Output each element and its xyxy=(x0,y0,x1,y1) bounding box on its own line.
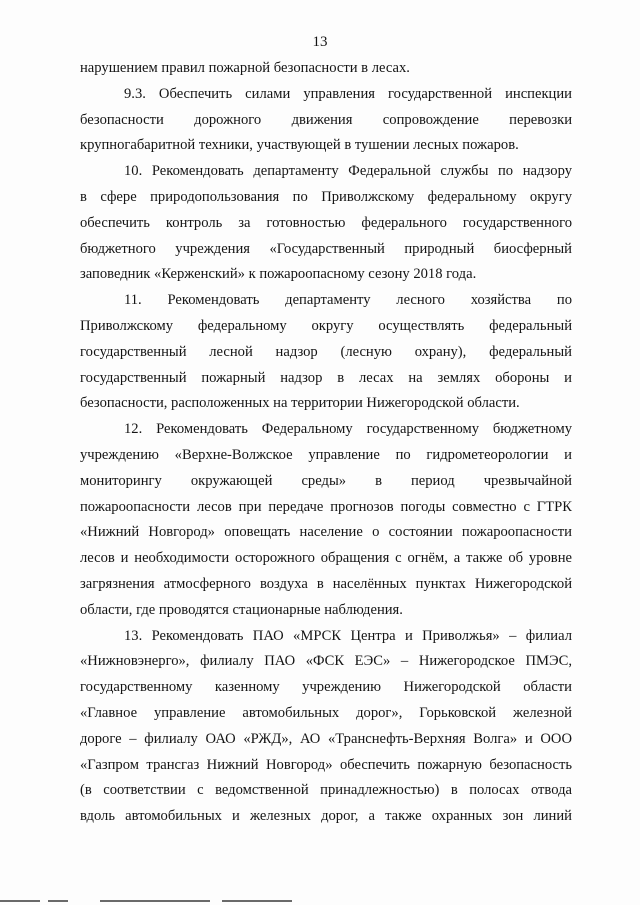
text-line: крупногабаритной техники, участвующей в тушении лесных пожаров. xyxy=(80,137,519,154)
page-number: 13 xyxy=(312,34,328,50)
text-line: (в соответствии с ведомственной принадлежностью) в полосах отвода xyxy=(80,782,572,799)
text-line: области, где проводятся стационарные наблюдения. xyxy=(80,601,403,618)
scan-mark xyxy=(0,900,40,902)
text-line: «Главное управление автомобильных дорог», Горьковской железной xyxy=(80,704,572,721)
text-line: Приволжскому федеральному округу осуществлять федеральный xyxy=(80,317,572,334)
scan-edge-marks xyxy=(0,896,640,905)
text-line: 12. Рекомендовать Федеральному государственному бюджетному xyxy=(124,421,572,438)
document-body xyxy=(80,56,572,830)
text-line: вдоль автомобильных и железных дорог, а также охранных зон линий xyxy=(80,808,572,825)
text-line: безопасности дорожного движения сопровождение перевозки xyxy=(80,111,572,128)
text-line: «Газпром трансгаз Нижний Новгород» обеспечить пожарную безопасность xyxy=(80,756,572,773)
text-line: бюджетного учреждения «Государственный природный биосферный xyxy=(80,240,572,257)
text-line: лесов и необходимости осторожного обращения с огнём, а также об уровне xyxy=(80,550,572,567)
text-line: 13. Рекомендовать ПАО «МРСК Центра и Приволжья» – филиал xyxy=(124,627,572,644)
paragraph-p-cont xyxy=(80,56,572,82)
text-line: пожароопасности лесов при передаче прогнозов погоды совместно с ГТРК xyxy=(80,498,572,515)
text-line: заповедник «Керженский» к пожароопасному сезону 2018 года. xyxy=(80,266,477,283)
text-line: дороге – филиалу ОАО «РЖД», АО «Транснефть-Верхняя Волга» и ООО xyxy=(80,730,572,747)
text-line: «Нижний Новгород» оповещать население о состоянии пожароопасности xyxy=(80,524,572,541)
text-line: в сфере природопользования по Приволжскому федеральному округу xyxy=(80,188,572,205)
paragraph-p-12 xyxy=(80,417,572,623)
text-line: мониторингу окружающей среды» в период чрезвычайной xyxy=(80,472,572,489)
text-line: обеспечить контроль за готовностью федерального государственного xyxy=(80,214,572,231)
text-line: «Нижновэнерго», филиалу ПАО «ФСК ЕЭС» – Нижегородское ПМЭС, xyxy=(80,653,572,670)
text-line: загрязнения атмосферного воздуха в населённых пунктах Нижегородской xyxy=(80,575,572,592)
scan-mark xyxy=(100,900,210,902)
text-line: государственный лесной надзор (лесную охрану), федеральный xyxy=(80,343,572,360)
paragraph-p-13 xyxy=(80,624,572,830)
scan-mark xyxy=(222,900,292,902)
text-line: учреждению «Верхне-Волжское управление по гидрометеорологии и xyxy=(80,446,572,463)
text-line: государственному казенному учреждению Нижегородской области xyxy=(80,679,572,696)
text-line: 10. Рекомендовать департаменту Федеральной службы по надзору xyxy=(124,163,572,180)
text-line: 11. Рекомендовать департаменту лесного хозяйства по xyxy=(124,292,572,309)
text-line: безопасности, расположенных на территории Нижегородской области. xyxy=(80,395,520,412)
paragraph-p-9-3 xyxy=(80,82,572,159)
text-line: нарушением правил пожарной безопасности в лесах. xyxy=(80,60,410,76)
text-line: 9.3. Обеспечить силами управления государственной инспекции xyxy=(124,85,572,102)
paragraph-p-11 xyxy=(80,288,572,417)
text-line: государственный пожарный надзор в лесах на землях обороны и xyxy=(80,369,572,386)
scan-mark xyxy=(48,900,68,902)
paragraph-p-10 xyxy=(80,159,572,288)
